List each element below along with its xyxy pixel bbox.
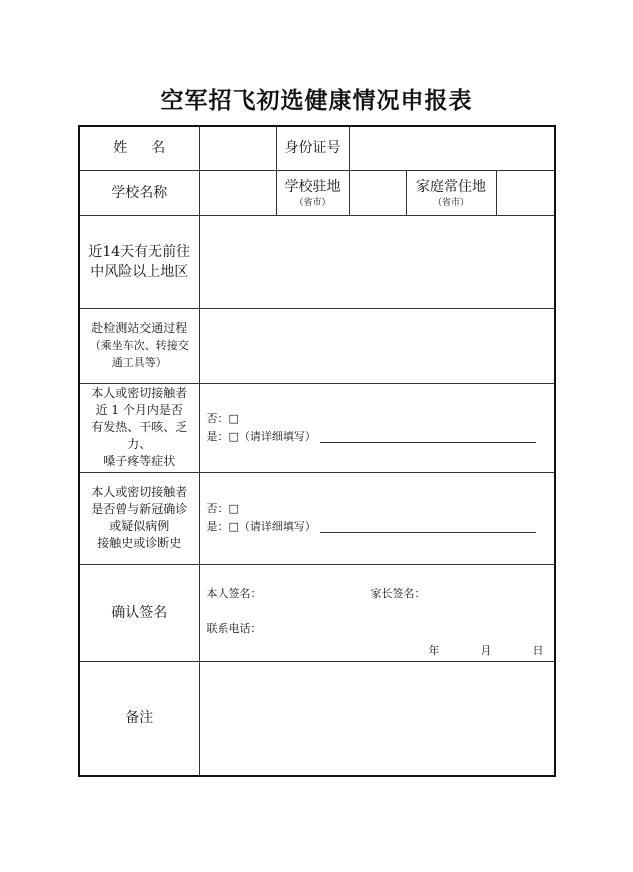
row-risk-area [79,215,555,308]
symptoms-options [199,383,555,472]
covid-detail-line[interactable] [320,520,536,533]
covid-yes-checkbox[interactable]: 是：□（请详细填写） [207,518,555,536]
field-school-location[interactable] [349,170,406,215]
label-school-location: 学校驻地 （省市） [276,170,349,215]
field-name[interactable] [199,126,276,170]
label-travel: 赴检测站交通过程 （乘坐车次、转接交 通工具等） [79,308,199,383]
row-remarks [79,661,555,776]
label-symptoms: 本人或密切接触者 近 1 个月内是否 有发热、干咳、乏力、 嗓子疼等症状 [79,383,199,472]
phone-label: 联系电话： [206,621,262,635]
label-id-number: 身份证号 [276,126,349,170]
label-name: 姓名 [79,126,199,170]
row-covid-contact [79,472,555,564]
health-declaration-table [78,125,556,777]
covid-options [199,472,555,564]
symptoms-detail-line[interactable] [320,430,536,443]
self-signature-label: 本人签名： [206,586,262,600]
row-name [79,126,555,170]
label-remarks: 备注 [79,661,199,776]
field-id-number[interactable] [349,126,555,170]
parent-signature-label: 家长签名： [370,586,426,600]
label-school-name: 学校名称 [79,170,199,215]
field-risk-area[interactable] [199,215,555,308]
symptoms-yes-checkbox[interactable]: 是：□（请详细填写） [207,428,555,446]
row-travel [79,308,555,383]
field-school-name[interactable] [199,170,276,215]
label-confirm-signature: 确认签名 [79,564,199,661]
symptoms-no-checkbox[interactable]: 否：□ [206,411,239,425]
form-title: 空军招飞初选健康情况申报表 [160,87,473,114]
covid-no-checkbox[interactable]: 否：□ [206,502,239,515]
row-confirm-signature [79,564,555,661]
month-label: 月 [480,643,492,657]
signature-area[interactable] [199,564,555,661]
day-label: 日 [532,643,544,657]
year-label: 年 [428,643,440,657]
label-covid-contact: 本人或密切接触者 是否曾与新冠确诊 或疑似病例 接触史或诊断史 [79,472,199,564]
field-home-location[interactable] [496,170,555,215]
field-remarks[interactable] [199,661,555,776]
label-risk-area: 近14天有无前往 中风险以上地区 [79,215,199,308]
label-home-location: 家庭常住地 （省市） [406,170,496,215]
row-school [79,170,555,215]
field-travel[interactable] [199,308,555,383]
row-symptoms [79,383,555,472]
